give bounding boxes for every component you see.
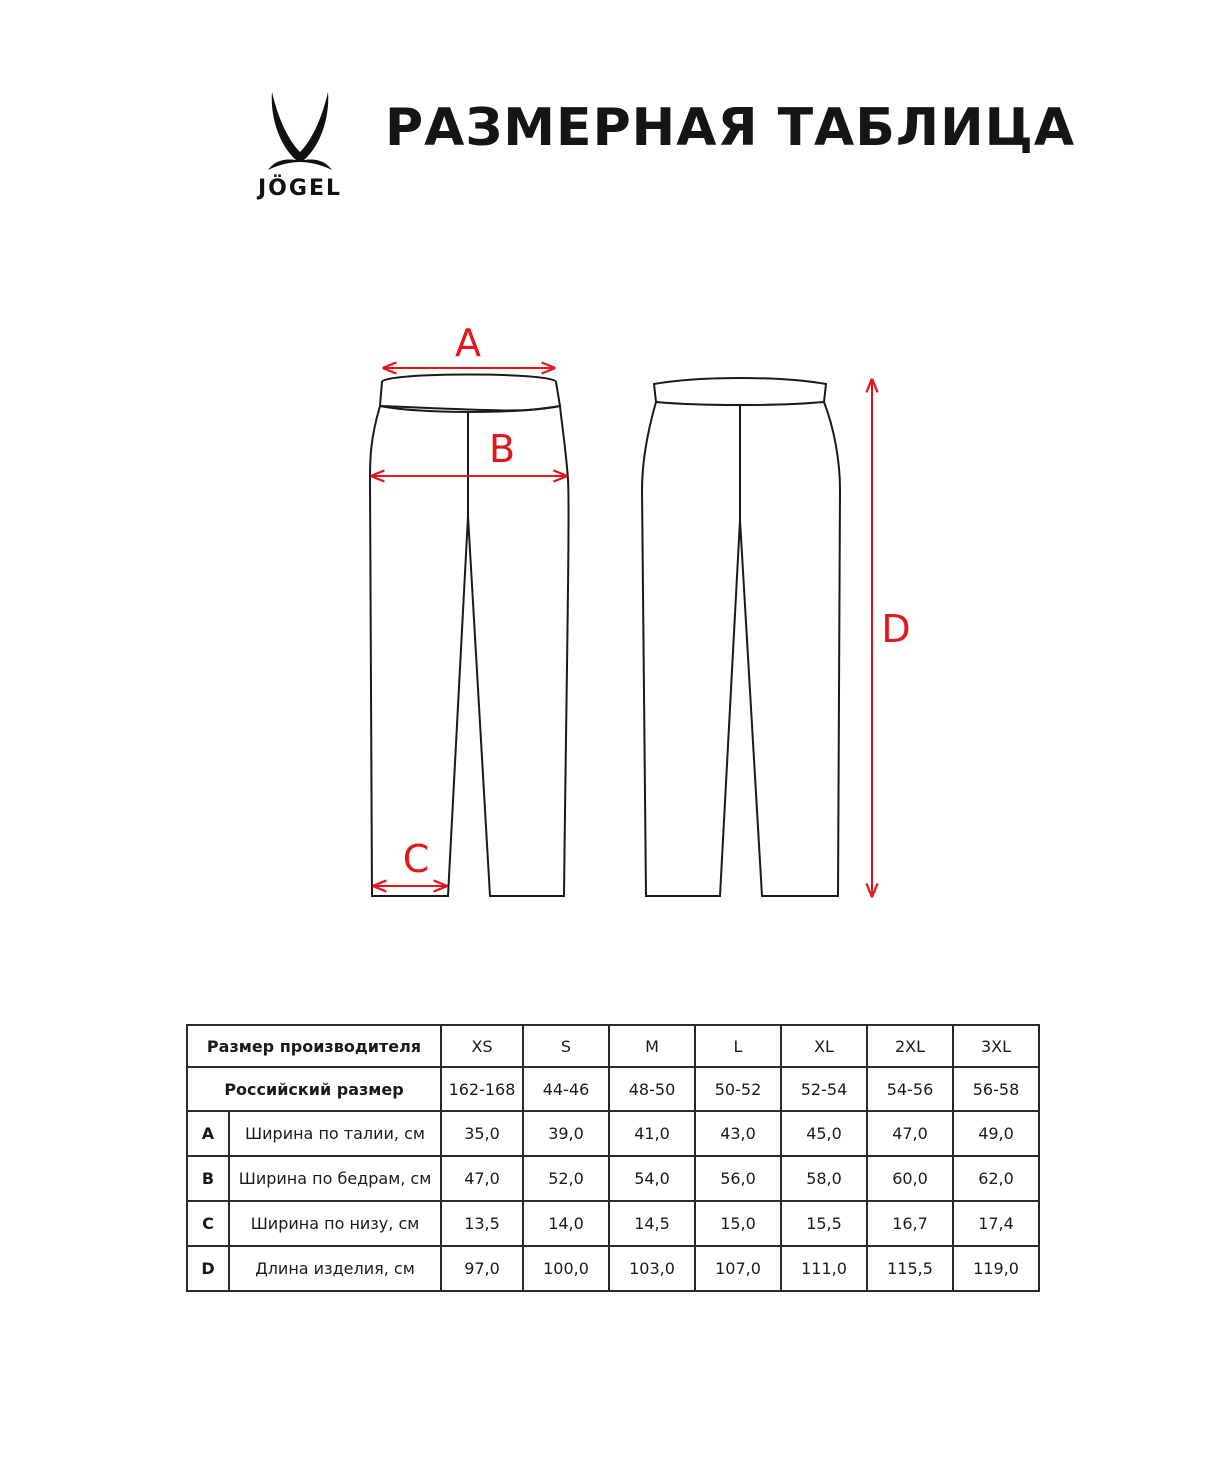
russian-size-label: Российский размер xyxy=(187,1067,441,1111)
pants-drawing xyxy=(340,310,920,920)
measure-d xyxy=(872,380,911,896)
measurement-value: 13,5 xyxy=(441,1201,523,1246)
measurement-value: 17,4 xyxy=(953,1201,1039,1246)
measurement-value: 35,0 xyxy=(441,1111,523,1156)
measurement-value: 49,0 xyxy=(953,1111,1039,1156)
size-header: S xyxy=(523,1025,609,1067)
measurement-letter: C xyxy=(187,1201,229,1246)
measurement-value: 47,0 xyxy=(441,1156,523,1201)
measurement-value: 41,0 xyxy=(609,1111,695,1156)
measurement-value: 43,0 xyxy=(695,1111,781,1156)
measurement-row-b xyxy=(187,1156,1039,1201)
measurement-value: 100,0 xyxy=(523,1246,609,1291)
measurement-value: 97,0 xyxy=(441,1246,523,1291)
russian-size-cell: 44-46 xyxy=(523,1067,609,1111)
manufacturer-size-label: Размер производителя xyxy=(187,1025,441,1067)
measure-d-label: D xyxy=(881,607,911,651)
measurement-value: 107,0 xyxy=(695,1246,781,1291)
russian-size-cell: 52-54 xyxy=(781,1067,867,1111)
pants-diagram xyxy=(340,310,920,920)
measurement-value: 14,5 xyxy=(609,1201,695,1246)
russian-size-cell: 56-58 xyxy=(953,1067,1039,1111)
measurement-value: 119,0 xyxy=(953,1246,1039,1291)
size-header: M xyxy=(609,1025,695,1067)
measurement-row-a xyxy=(187,1111,1039,1156)
measurement-value: 14,0 xyxy=(523,1201,609,1246)
manufacturer-size-row xyxy=(187,1025,1039,1067)
measure-a xyxy=(384,321,554,368)
russian-size-cell: 48-50 xyxy=(609,1067,695,1111)
measurement-value: 56,0 xyxy=(695,1156,781,1201)
measurement-row-d xyxy=(187,1246,1039,1291)
measure-b-label: B xyxy=(488,427,516,471)
pants-front-view xyxy=(370,375,569,897)
measurement-letter: A xyxy=(187,1111,229,1156)
measurement-value: 45,0 xyxy=(781,1111,867,1156)
measure-c-label: C xyxy=(402,837,430,881)
measurement-value: 103,0 xyxy=(609,1246,695,1291)
size-header: L xyxy=(695,1025,781,1067)
size-table xyxy=(186,1024,1040,1292)
measurement-label: Длина изделия, см xyxy=(229,1246,441,1291)
size-header: 2XL xyxy=(867,1025,953,1067)
measurement-value: 54,0 xyxy=(609,1156,695,1201)
russian-size-cell: 162-168 xyxy=(441,1067,523,1111)
measurement-value: 62,0 xyxy=(953,1156,1039,1201)
size-header: XL xyxy=(781,1025,867,1067)
measurement-label: Ширина по низу, см xyxy=(229,1201,441,1246)
brand-logo xyxy=(238,88,362,208)
measurement-letter: B xyxy=(187,1156,229,1201)
measurement-value: 58,0 xyxy=(781,1156,867,1201)
russian-size-cell: 50-52 xyxy=(695,1067,781,1111)
measurement-value: 15,5 xyxy=(781,1201,867,1246)
size-header: XS xyxy=(441,1025,523,1067)
measurement-value: 16,7 xyxy=(867,1201,953,1246)
measurement-value: 47,0 xyxy=(867,1111,953,1156)
pants-back-view xyxy=(642,378,840,896)
russian-size-row xyxy=(187,1067,1039,1111)
measurement-value: 39,0 xyxy=(523,1111,609,1156)
page-title: РАЗМЕРНАЯ ТАБЛИЦА xyxy=(385,98,1076,158)
measure-a-label: A xyxy=(455,321,481,365)
measurement-label: Ширина по бедрам, см xyxy=(229,1156,441,1201)
measurement-label: Ширина по талии, см xyxy=(229,1111,441,1156)
brand-emblem-icon xyxy=(238,88,362,172)
measurement-value: 52,0 xyxy=(523,1156,609,1201)
russian-size-cell: 54-56 xyxy=(867,1067,953,1111)
measurement-value: 115,5 xyxy=(867,1246,953,1291)
brand-wordmark: JÖGEL xyxy=(258,176,342,201)
measure-c xyxy=(374,837,446,886)
measurement-letter: D xyxy=(187,1246,229,1291)
measurement-value: 60,0 xyxy=(867,1156,953,1201)
size-header: 3XL xyxy=(953,1025,1039,1067)
measurement-row-c xyxy=(187,1201,1039,1246)
measurement-value: 15,0 xyxy=(695,1201,781,1246)
measurement-value: 111,0 xyxy=(781,1246,867,1291)
